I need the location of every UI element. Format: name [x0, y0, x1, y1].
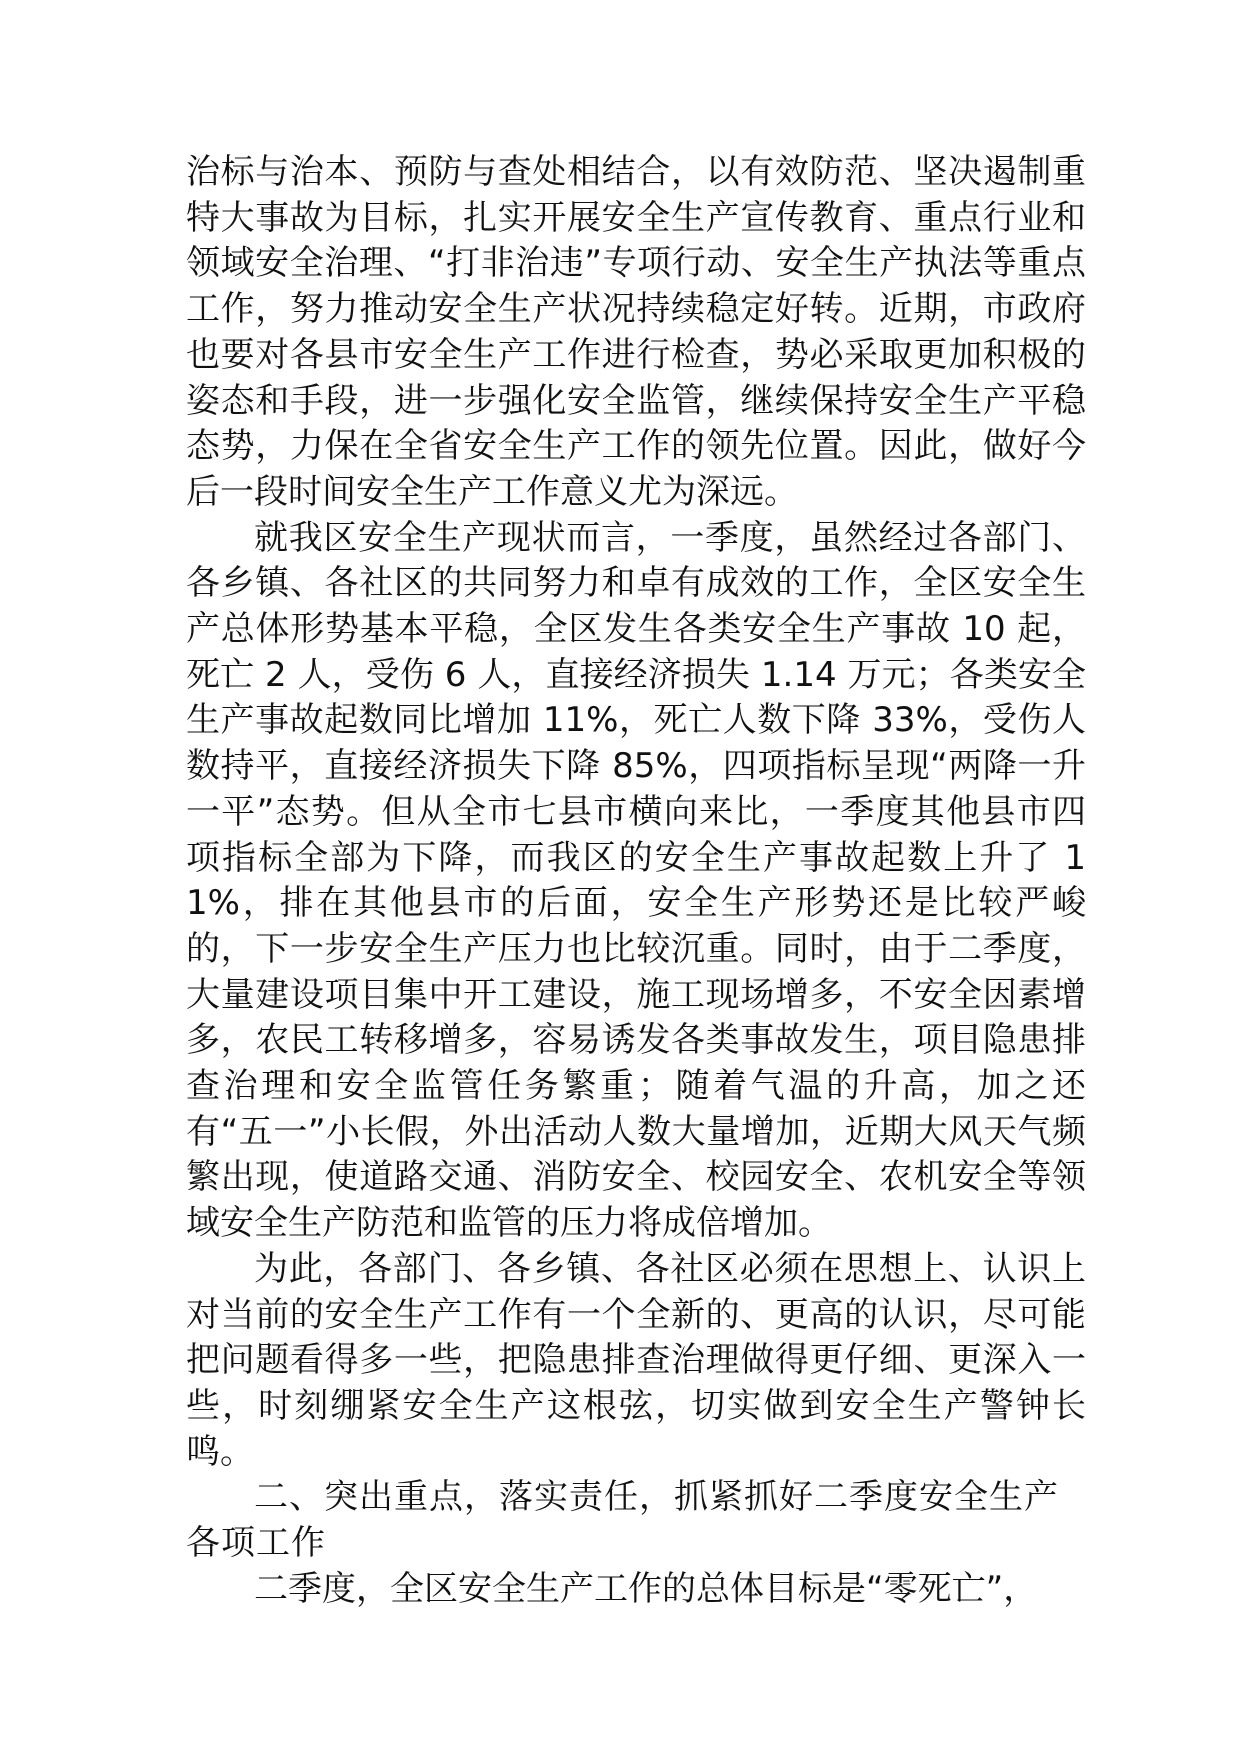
paragraph-2: 就我区安全生产现状而言，一季度，虽然经过各部门、各乡镇、各社区的共同努力和卓有成效的工作，全区安全生产总体形势基本平稳，全区发生各类安全生产事故 10 起，死亡 2 人，受伤 6 人，直接经济损失 1.14 万元；各类安全生产事故起数同比增加 11%，死亡人数下降 33%，受伤人数持平，直接经济损失下降 85%，四项指标呈现“两降一升一平”态势。但从全市七县市横向来比，一季度其他县市四项指标全部为下降，而我区的安全生产事故起数上升了 11%，排在其他县市的后面，安全生产形势还是比较严峻的，下一步安全生产压力也比较沉重。同时，由于二季度，大量建设项目集中开工建设，施工现场增多，不安全因素增多，农民工转移增多，容易诱发各类事故发生，项目隐患排查治理和安全监管任务繁重；随着气温的升高，加之还有“五一”小长假，外出活动人数大量增加，近期大风天气频繁出现，使道路交通、消防安全、校园安全、农机安全等领域安全生产防范和监管的压力将成倍增加。	[186, 517, 1086, 1244]
paragraph-1: 治标与治本、预防与查处相结合，以有效防范、坚决遏制重特大事故为目标，扎实开展安全生产宣传教育、重点行业和领域安全治理、“打非治违”专项行动、安全生产执法等重点工作，努力推动安全生产状况持续稳定好转。近期，市政府也要对各县市安全生产工作进行检查，势必采取更加积极的姿态和手段，进一步强化安全监管，继续保持安全生产平稳态势，力保在全省安全生产工作的领先位置。因此，做好今后一段时间安全生产工作意义尤为深远。	[186, 152, 1086, 512]
paragraph-4: 二季度，全区安全生产工作的总体目标是“零死亡”，	[254, 1568, 1038, 1609]
body-text	[186, 150, 1086, 1613]
paragraph-3: 为此，各部门、各乡镇、各社区必须在思想上、认识上对当前的安全生产工作有一个全新的、更高的认识，尽可能把问题看得多一些，把隐患排查治理做得更仔细、更深入一些，时刻绷紧安全生产这根弦，切实做到安全生产警钟长鸣。	[186, 1248, 1086, 1472]
section-heading: 二、突出重点，落实责任，抓紧抓好二季度安全生产各项工作	[186, 1477, 1059, 1564]
